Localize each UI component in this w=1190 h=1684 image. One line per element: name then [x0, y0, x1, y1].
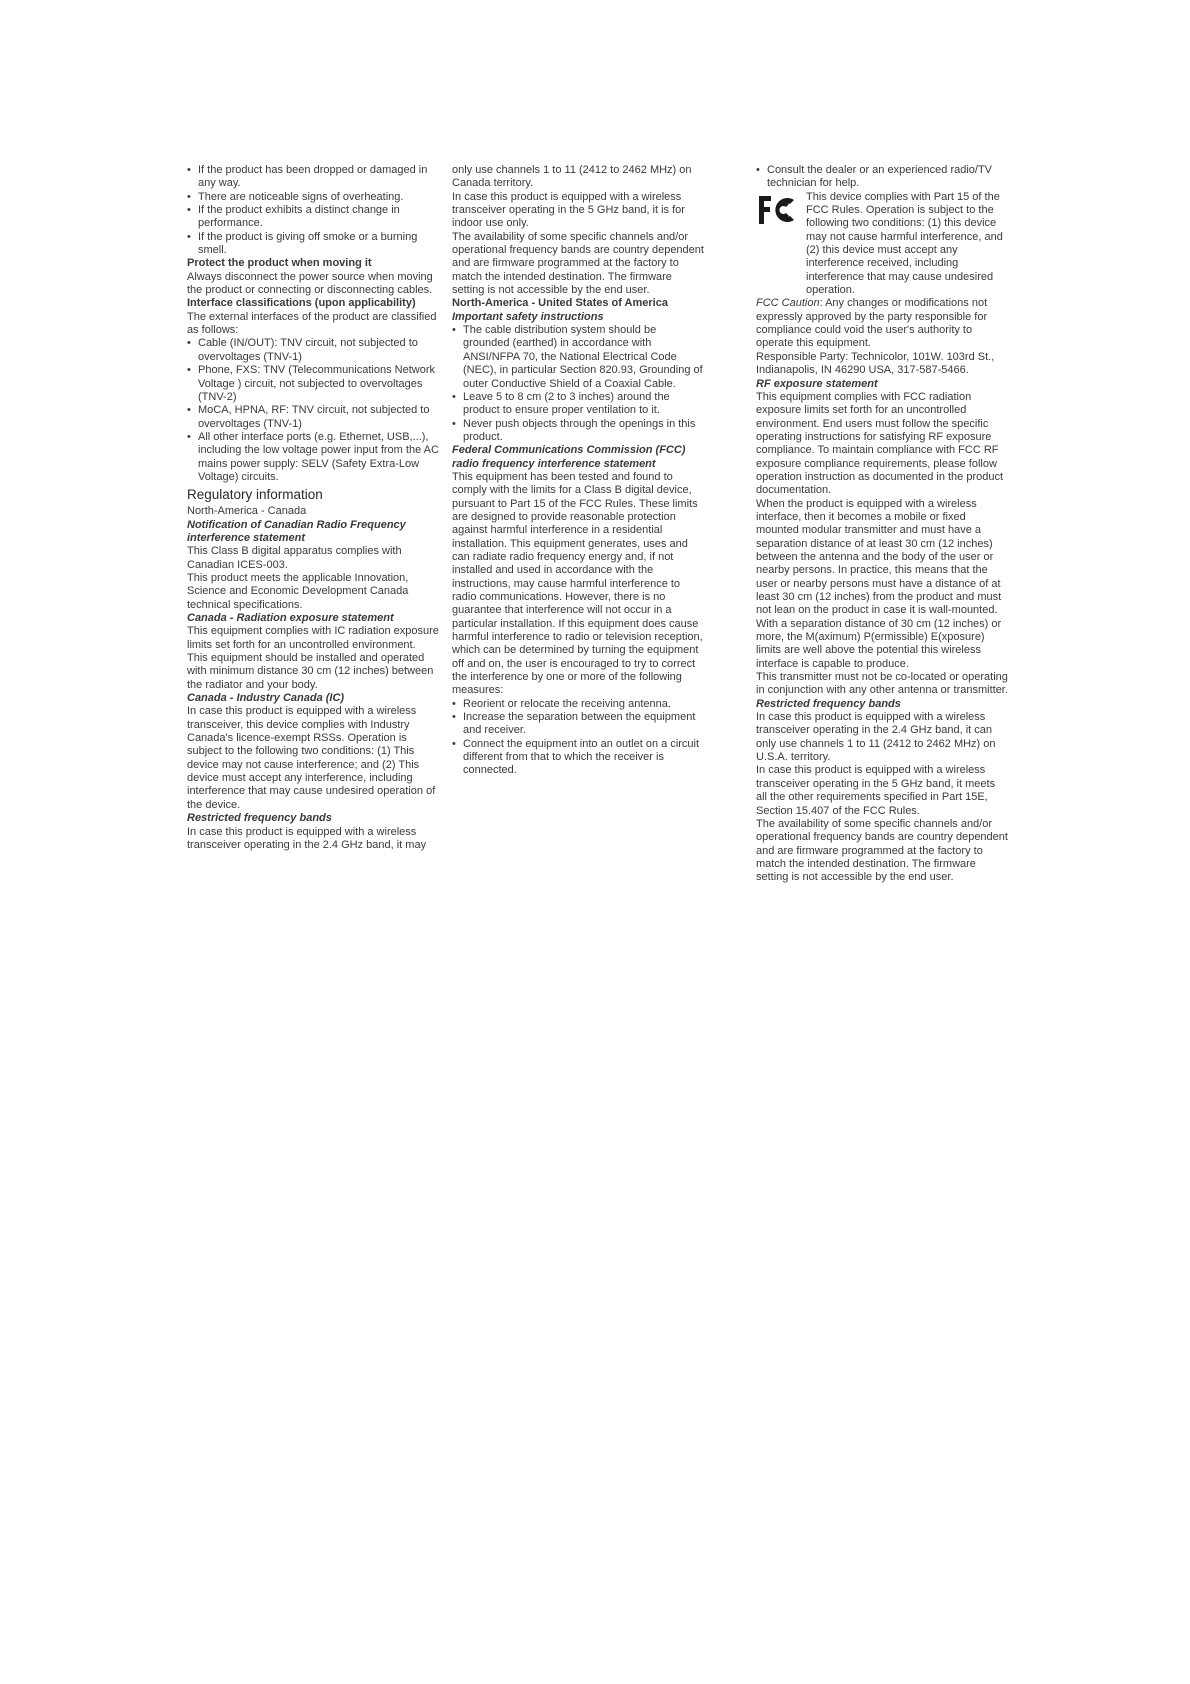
- rf-heading: RF exposure statement: [756, 377, 878, 390]
- fcc-text: This equipment has been tested and found to comply with the limits for a Class B digital device, pursuant to Part 15 of the FCC Rules. These limits are designed to provide reasonable protection against harmful interference in a residential installation. This equipment generates, uses and can radiate radio frequency energy and, if not installed and used in accordance with the instructions, may cause harmful interference to radio communications. However, there is no guarantee that interference will not occur in a particular installation. If this equipment does cause harmful interference to radio or television reception, which can be determined by turning the equipment off and on, the user is encouraged to try to correct the interference by one or more of the following measures:: [452, 470, 703, 697]
- caution-body: : Any changes or modifications not expressly approved by the party responsible for compliance could void the user's authority to operate this equipment.: [756, 297, 988, 350]
- notification-text: This product meets the applicable Innovation, Science and Economic Development Canada technical specifications.: [187, 571, 409, 611]
- region-canada: North-America - Canada: [187, 505, 307, 518]
- fcc-compliance-text: This device complies with Part 15 of the FCC Rules. Operation is subject to the following two conditions: (1) this device may not cause harmful interference, and (2) this device must accept any interference received, including interference that may cause undesired operation.: [806, 190, 1003, 297]
- protect-text: Always disconnect the power source when moving the product or connecting or disconnecting cables.: [187, 270, 433, 297]
- notification-text: This Class B digital apparatus complies with Canadian ICES-003.: [187, 545, 402, 571]
- list-item: • Connect the equipment into an outlet on a circuit different from that to which the receiver is connected.: [452, 738, 704, 778]
- wireless-text: When the product is equipped with a wireless interface, then it becomes a mobile or fixed mounted modular transmitter and must have a separation distance of at least 30 cm (12 inches) between the antenna and the body of the user or nearby persons. In practice, this means that the user or nearby persons must have a distance of at least 30 cm (12 inches) from the product and must not lean on the product in case it is wall-mounted.: [756, 497, 1002, 617]
- list-item: • Consult the dealer or an experienced radio/TV technician for help.: [756, 164, 1008, 191]
- list-item: • If the product has been dropped or damaged in any way.: [187, 164, 439, 191]
- restricted-text: In case this product is equipped with a wireless transceiver operating in the 2.4 GHz band, it can only use channels 1 to 11 (2412 to 2462 MHz) on U.S.A. territory.: [756, 711, 996, 764]
- ic-heading: Canada - Industry Canada (IC): [187, 692, 345, 705]
- list-item: • There are noticeable signs of overheating.: [187, 191, 439, 204]
- list-item: • All other interface ports (e.g. Ethernet, USB,...), including the low voltage power input from the AC mains power supply: SELV (Safety Extra-Low Voltage) circuits.: [187, 431, 439, 484]
- list-item: • MoCA, HPNA, RF: TNV circuit, not subjected to overvoltages (TNV-1): [187, 404, 439, 431]
- caution-text: [756, 297, 1008, 350]
- column-2: [452, 164, 704, 778]
- rf-text: This equipment complies with FCC radiation exposure limits set forth for an uncontrolled environment. End users must follow the specific operating instructions for satisfying RF exposure compliance. To maintain compliance with FCC RF exposure compliance requirements, please follow operation instruction as documented in the product documentation.: [756, 390, 1004, 497]
- fcc-logo-icon: [756, 193, 798, 227]
- ghz5-text: In case this product is equipped with a wireless transceiver operating in the 5 GHz band, it is for indoor use only.: [452, 190, 685, 230]
- radiation-heading: Canada - Radiation exposure statement: [187, 612, 394, 624]
- availability-text: The availability of some specific channels and/or operational frequency bands are country dependent and are firmware programmed at the factory to match the intended destination. The firmware setting is not accessible by the end user.: [756, 817, 1008, 884]
- radiation-text: This equipment complies with IC radiation exposure limits set forth for an uncontrolled environment. This equipment should be installed and operated with minimum distance 30 cm (12 inches) between the radiator and your body.: [187, 625, 439, 691]
- symptom-list: [187, 164, 439, 257]
- responsible-party: Responsible Party: Technicolor, 101W. 103rd St., Indianapolis, IN 46290 USA, 317-587-5466.: [756, 350, 995, 377]
- list-item: • Cable (IN/OUT): TNV circuit, not subjected to overvoltages (TNV-1): [187, 337, 439, 364]
- colocated-text: This transmitter must not be co-located or operating in conjunction with any other antenna or transmitter.: [756, 671, 1008, 697]
- list-item: • Increase the separation between the equipment and receiver.: [452, 711, 704, 738]
- separation-text: With a separation distance of 30 cm (12 inches) or more, the M(aximum) P(ermissible) E(xposure) limits are well above the potential this wireless interface is capable to produce.: [756, 617, 1002, 670]
- consult-list: [756, 164, 1008, 191]
- column-1: [187, 164, 439, 852]
- notification-heading: Notification of Canadian Radio Frequency interference statement: [187, 518, 406, 544]
- availability-text: The availability of some specific channels and/or operational frequency bands are country dependent and are firmware programmed at the factory to match the intended destination. The firmware setting is not accessible by the end user.: [452, 230, 704, 297]
- restricted-heading: Restricted frequency bands: [187, 812, 332, 825]
- safety-heading: Important safety instructions: [452, 310, 604, 323]
- ic-text: In case this product is equipped with a wireless transceiver, this device complies with Industry Canada's licence-exempt RSSs. Operation is subject to the following two conditions: (1) This device may not cause interference; and (2) This device must accept any interference, including interference that may cause undesired operation of the device.: [187, 705, 436, 811]
- region-usa: North-America - United States of America: [452, 297, 668, 310]
- list-item: • Reorient or relocate the receiving antenna.: [452, 698, 704, 711]
- regulatory-heading: Regulatory information: [187, 487, 323, 503]
- fcc-heading: Federal Communications Commission (FCC) radio frequency interference statement: [452, 444, 686, 470]
- list-item: • If the product exhibits a distinct change in performance.: [187, 204, 439, 231]
- restricted-text: In case this product is equipped with a wireless transceiver operating in the 2.4 GHz band, it may: [187, 825, 427, 851]
- measures-list: [452, 698, 704, 778]
- restricted-heading: Restricted frequency bands: [756, 697, 901, 710]
- list-item: • The cable distribution system should be grounded (earthed) in accordance with ANSI/NFPA 70, the National Electrical Code (NEC), in particular Section 820.93, Grounding of outer Conductive Shield of a Coaxial Cable.: [452, 324, 704, 391]
- interface-list: [187, 337, 439, 484]
- list-item: • Phone, FXS: TNV (Telecommunications Network Voltage ) circuit, not subjected to overvoltages (TNV-2): [187, 364, 439, 404]
- list-item: • Never push objects through the openings in this product.: [452, 418, 704, 445]
- restricted-text: In case this product is equipped with a wireless transceiver operating in the 5 GHz band, it meets all the other requirements specified in Part 15E, Section 15.407 of the FCC Rules.: [756, 764, 996, 817]
- column-3: [756, 164, 1008, 885]
- protect-heading: Protect the product when moving it: [187, 257, 372, 270]
- list-item: • If the product is giving off smoke or a burning smell.: [187, 231, 439, 258]
- continued-text: only use channels 1 to 11 (2412 to 2462 MHz) on Canada territory.: [452, 164, 692, 190]
- fcc-compliance-block: [756, 191, 1008, 298]
- interface-heading: Interface classifications (upon applicability): [187, 297, 416, 310]
- safety-list: [452, 324, 704, 444]
- caution-label: FCC Caution: [756, 297, 820, 310]
- interface-text: The external interfaces of the product are classified as follows:: [187, 310, 437, 337]
- list-item: • Leave 5 to 8 cm (2 to 3 inches) around the product to ensure proper ventilation to it.: [452, 391, 704, 418]
